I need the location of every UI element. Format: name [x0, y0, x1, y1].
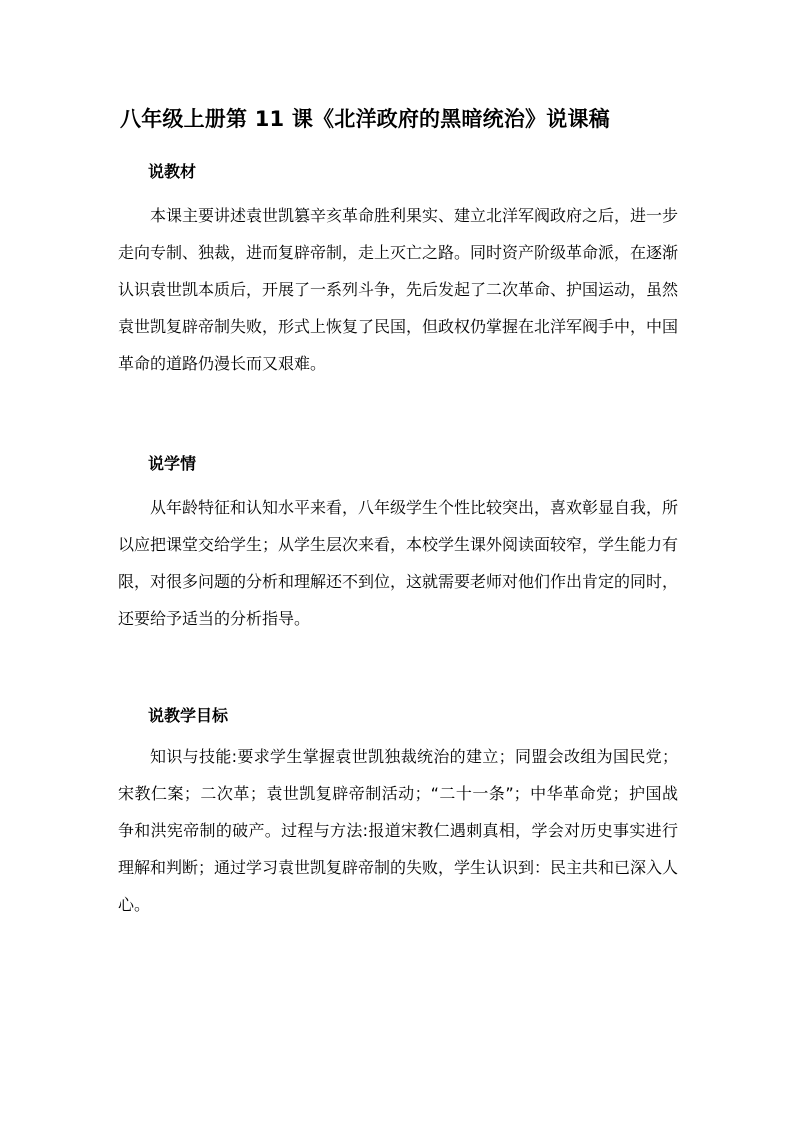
section-paragraph-objectives: 知识与技能:要求学生掌握袁世凯独裁统治的建立；同盟会改组为国民党；宋教仁案；二次革；袁世凯复辟帝制活动；“二十一条”；中华革命党；护国战争和洪宪帝制的破产。过程与方法:报道宋教仁遇刺真相，学会对历史事实进行理解和判断；通过学习袁世凯复辟帝制的失败，学生认识到：民主共和已深入人心。: [118, 747, 679, 914]
document-title: 八年级上册第 11 课《北洋政府的黑暗统治》说课稿: [120, 107, 610, 131]
section-paragraph-textbook: 本课主要讲述袁世凯篡辛亥革命胜利果实、建立北洋军阀政府之后，进一步走向专制、独裁，进而复辟帝制，走上灭亡之路。同时资产阶级革命派，在逐渐认识袁世凯本质后，开展了一系列斗争，先后发起了二次革命、护国运动，虽然袁世凯复辟帝制失败，形式上恢复了民国，但政权仍掌握在北洋军阀手中，中国革命的道路仍漫长而又艰难。: [118, 206, 679, 373]
section-heading-students: 说学情: [148, 454, 197, 473]
section-paragraph-students: 从年龄特征和认知水平来看，八年级学生个性比较突出，喜欢彰显自我，所以应把课堂交给学生；从学生层次来看，本校学生课外阅读面较窄，学生能力有限，对很多问题的分析和理解还不到位，这就需要老师对他们作出肯定的同时，还要给予适当的分析指导。: [118, 498, 679, 628]
section-heading-textbook: 说教材: [148, 162, 197, 181]
section-heading-objectives: 说教学目标: [148, 706, 229, 725]
